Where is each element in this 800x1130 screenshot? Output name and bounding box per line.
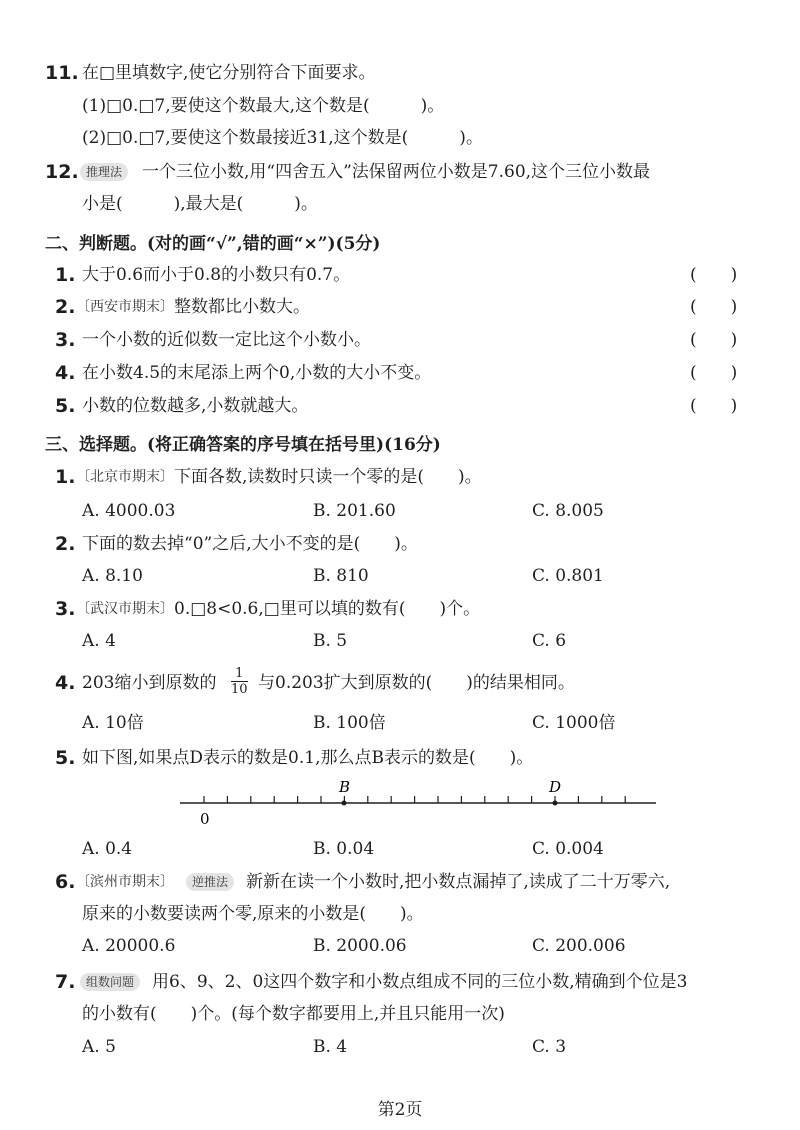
option-c: C. 0.801 xyxy=(532,566,604,586)
question-text: 用6、9、2、0这四个数字和小数点组成不同的三位小数,精确到个位是3 xyxy=(152,972,688,992)
method-tag: 组数问题 xyxy=(80,973,140,991)
source-label: 〔滨州市期末〕 xyxy=(76,874,174,890)
choice-question-7-line-2 xyxy=(0,998,800,1030)
option-a: A. 4 xyxy=(82,631,116,651)
choice-question-6-line-2 xyxy=(0,898,800,930)
question-number: 1. xyxy=(55,264,76,286)
point-d-label: D xyxy=(549,778,562,796)
option-c: C. 6 xyxy=(532,631,567,651)
question-11-part-1 xyxy=(0,90,800,122)
question-number: 7. xyxy=(55,971,76,993)
question-number: 6. xyxy=(55,871,76,893)
answer-parentheses: ( ) xyxy=(690,330,738,350)
axis-ticks xyxy=(204,796,625,803)
question-number: 2. xyxy=(55,296,76,318)
judge-item xyxy=(0,291,800,323)
section-title: 三、选择题。(将正确答案的序号填在括号里)(16分) xyxy=(45,435,441,455)
question-text: 一个三位小数,用“四舍五入”法保留两位小数是7.60,这个三位小数最 xyxy=(142,162,651,182)
options-row xyxy=(0,560,800,592)
question-text: 的小数有( )个。(每个数字都要用上,并且只能用一次) xyxy=(82,1004,505,1024)
question-text: 203缩小到原数的 xyxy=(82,673,217,693)
question-number: 2. xyxy=(55,533,76,555)
page-number: 第2页 xyxy=(377,1100,423,1120)
question-11 xyxy=(0,57,800,89)
judge-item xyxy=(0,357,800,389)
choice-question-7 xyxy=(0,966,800,998)
question-11-part-2 xyxy=(0,122,800,154)
method-tag: 推理法 xyxy=(80,163,128,181)
answer-parentheses: ( ) xyxy=(690,265,738,285)
options-row xyxy=(0,495,800,527)
question-text: (2)□0.□7,要使这个数最接近31,这个数是( )。 xyxy=(82,128,483,148)
option-b: B. 201.60 xyxy=(313,501,396,521)
question-12-line-2 xyxy=(0,188,800,220)
option-c: C. 0.004 xyxy=(532,839,604,859)
option-c: C. 8.005 xyxy=(532,501,604,521)
question-text: 整数都比小数大。 xyxy=(174,297,310,317)
question-text: 与0.203扩大到原数的( )的结果相同。 xyxy=(258,673,575,693)
question-number: 1. xyxy=(55,466,76,488)
zero-label: 0 xyxy=(200,810,210,828)
source-label: 〔北京市期末〕 xyxy=(76,469,174,485)
answer-parentheses: ( ) xyxy=(690,297,738,317)
source-label: 〔武汉市期末〕 xyxy=(76,601,174,617)
question-text: 大于0.6而小于0.8的小数只有0.7。 xyxy=(82,265,351,285)
option-b: B. 2000.06 xyxy=(313,936,407,956)
question-text: 如下图,如果点D表示的数是0.1,那么点B表示的数是( )。 xyxy=(82,748,534,768)
option-a: A. 20000.6 xyxy=(82,936,176,956)
method-tag: 逆推法 xyxy=(186,873,234,891)
question-text: 0.□8<0.6,□里可以填的数有( )个。 xyxy=(174,599,481,619)
question-text: 原来的小数要读两个零,原来的小数是( )。 xyxy=(82,904,424,924)
options-row xyxy=(0,930,800,962)
answer-parentheses: ( ) xyxy=(690,363,738,383)
options-row xyxy=(0,625,800,657)
choice-question-6 xyxy=(0,866,800,898)
question-text: 小是( ),最大是( )。 xyxy=(82,194,318,214)
point-d-marker xyxy=(553,801,558,806)
options-row xyxy=(0,1031,800,1063)
choice-question-3 xyxy=(0,593,800,625)
fraction-denominator: 10 xyxy=(231,682,248,697)
question-text: 下面各数,读数时只读一个零的是( )。 xyxy=(174,467,482,487)
question-text: 在□里填数字,使它分别符合下面要求。 xyxy=(82,63,376,83)
option-a: A. 8.10 xyxy=(82,566,143,586)
answer-parentheses: ( ) xyxy=(690,396,738,416)
option-b: B. 5 xyxy=(313,631,348,651)
question-text: (1)□0.□7,要使这个数最大,这个数是( )。 xyxy=(82,96,445,116)
option-b: B. 810 xyxy=(313,566,369,586)
source-label: 〔西安市期末〕 xyxy=(76,299,174,315)
option-a: A. 0.4 xyxy=(82,839,133,859)
options-row xyxy=(0,707,800,739)
option-b: B. 4 xyxy=(313,1037,348,1057)
option-c: C. 1000倍 xyxy=(532,713,616,733)
question-number: 3. xyxy=(55,598,76,620)
question-number: 4. xyxy=(55,362,76,384)
question-text: 在小数4.5的末尾添上两个0,小数的大小不变。 xyxy=(82,363,432,383)
question-text: 一个小数的近似数一定比这个小数小。 xyxy=(82,330,371,350)
fraction-numerator: 1 xyxy=(231,666,248,682)
number-line xyxy=(0,770,800,830)
options-row xyxy=(0,833,800,865)
question-number: 5. xyxy=(55,395,76,417)
judge-item xyxy=(0,259,800,291)
question-number: 12. xyxy=(45,161,79,183)
choice-question-2 xyxy=(0,528,800,560)
fraction xyxy=(231,666,248,697)
choice-question-4 xyxy=(0,667,800,699)
question-text: 新新在读一个小数时,把小数点漏掉了,读成了二十万零六, xyxy=(246,872,671,892)
option-c: C. 200.006 xyxy=(532,936,626,956)
option-a: A. 5 xyxy=(82,1037,116,1057)
section-title: 二、判断题。(对的画“√”,错的画“×”)(5分) xyxy=(45,234,381,254)
question-number: 3. xyxy=(55,329,76,351)
question-number: 5. xyxy=(55,747,76,769)
question-number: 4. xyxy=(55,672,76,694)
question-text: 下面的数去掉“0”之后,大小不变的是( )。 xyxy=(82,534,418,554)
judge-item xyxy=(0,324,800,356)
option-b: B. 100倍 xyxy=(313,713,386,733)
point-b-label: B xyxy=(339,778,351,796)
question-number: 11. xyxy=(45,62,79,84)
option-a: A. 4000.03 xyxy=(82,501,176,521)
question-12 xyxy=(0,156,800,188)
option-c: C. 3 xyxy=(532,1037,567,1057)
option-b: B. 0.04 xyxy=(313,839,375,859)
choice-question-1 xyxy=(0,461,800,493)
point-b-marker xyxy=(342,801,347,806)
option-a: A. 10倍 xyxy=(82,713,144,733)
question-text: 小数的位数越多,小数就越大。 xyxy=(82,396,309,416)
judge-item xyxy=(0,390,800,422)
